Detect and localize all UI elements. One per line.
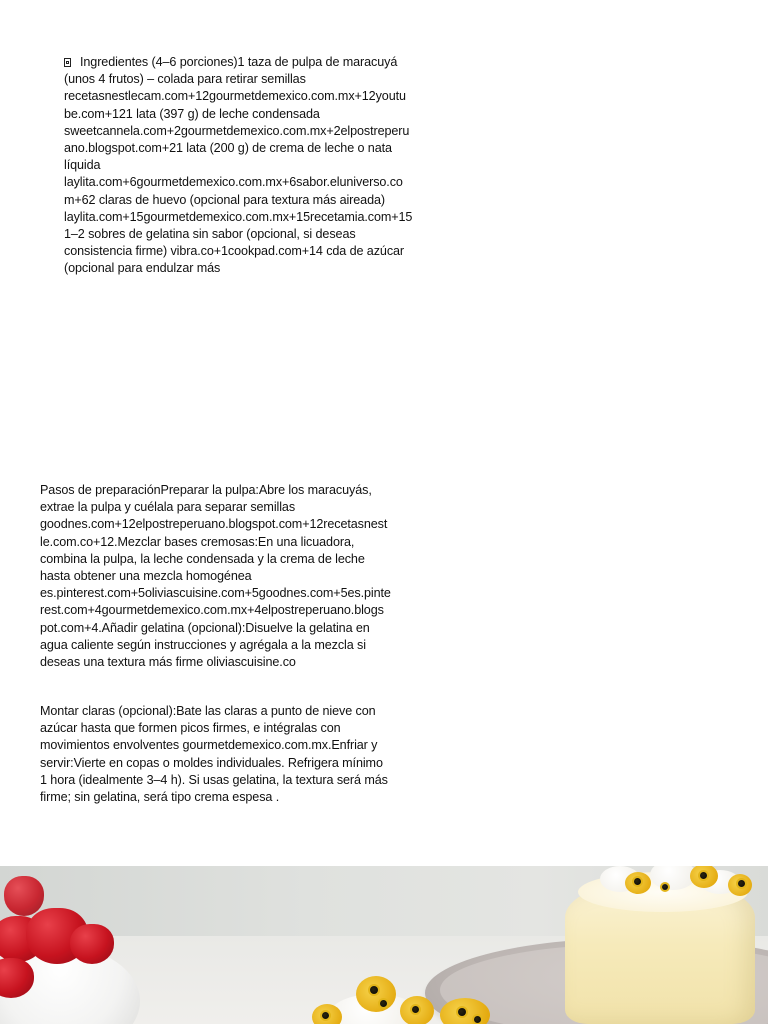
ingredients-text: Ingredientes (4–6 porciones)1 taza de pulpa de maracuyá (unos 4 frutos) – colada para retirar semillas recetasnestlecam.com+12gourmetdemexico.com.mx+12youtu be.com+121 lata (397 g) de leche condensada sweetcannela.com+2gourmetdemexico.com.mx+2elpostreperu ano.blogspot.com+21 lata (200 g) de crema de leche o nata líquida laylita.com+6gourmetdemexico.com.mx+6sabor.eluniverso.co m+62 claras de huevo (opcional para textura más aireada) laylita.com+15gourmetdemexico.com.mx+15recetamia.com+15 1–2 sobres de gelatina sin sabor (opcional, si deseas consistencia firme) vibra.co+1cookpad.com+14 cda de azúcar (opcional para endulzar más bbox=[64, 55, 413, 276]
preparation-steps-paragraph: Pasos de preparaciónPreparar la pulpa:Abre los maracuyás, extrae la pulpa y cuélala para separar semillas goodnes.com+12elpostreperuano.blogspot.com+12recetasnest le.com.co+12.Mezclar bases cremosas:En una licuadora, combina la pulpa, la leche condensada y la crema de leche hasta obtener una mezcla homogénea es.pinterest.com+5oliviascuisine.com+5goodnes.com+5es.pinte rest.com+4gourmetdemexico.com.mx+4elpostreperuano.blogs pot.com+4.Añadir gelatina (opcional):Disuelve la gelatina en agua caliente según instrucciones y agrégala a la mezcla si deseas una textura más firme oliviascuisine.co bbox=[40, 483, 391, 670]
preparation-steps-continued-paragraph: Montar claras (opcional):Bate las claras a punto de nieve con azúcar hasta que formen picos firmes, e intégralas con movimientos envolventes gourmetdemexico.com.mx.Enfriar y servir:Vierte en copas o moldes individuales. Refrigera mínimo 1 hora (idealmente 3–4 h). Si usas gelatina, la textura será más firme; sin gelatina, será tipo crema espesa . bbox=[40, 704, 388, 805]
missing-glyph-box-icon bbox=[64, 58, 71, 67]
dessert-photo bbox=[0, 866, 768, 1024]
ingredients-paragraph bbox=[64, 54, 444, 278]
